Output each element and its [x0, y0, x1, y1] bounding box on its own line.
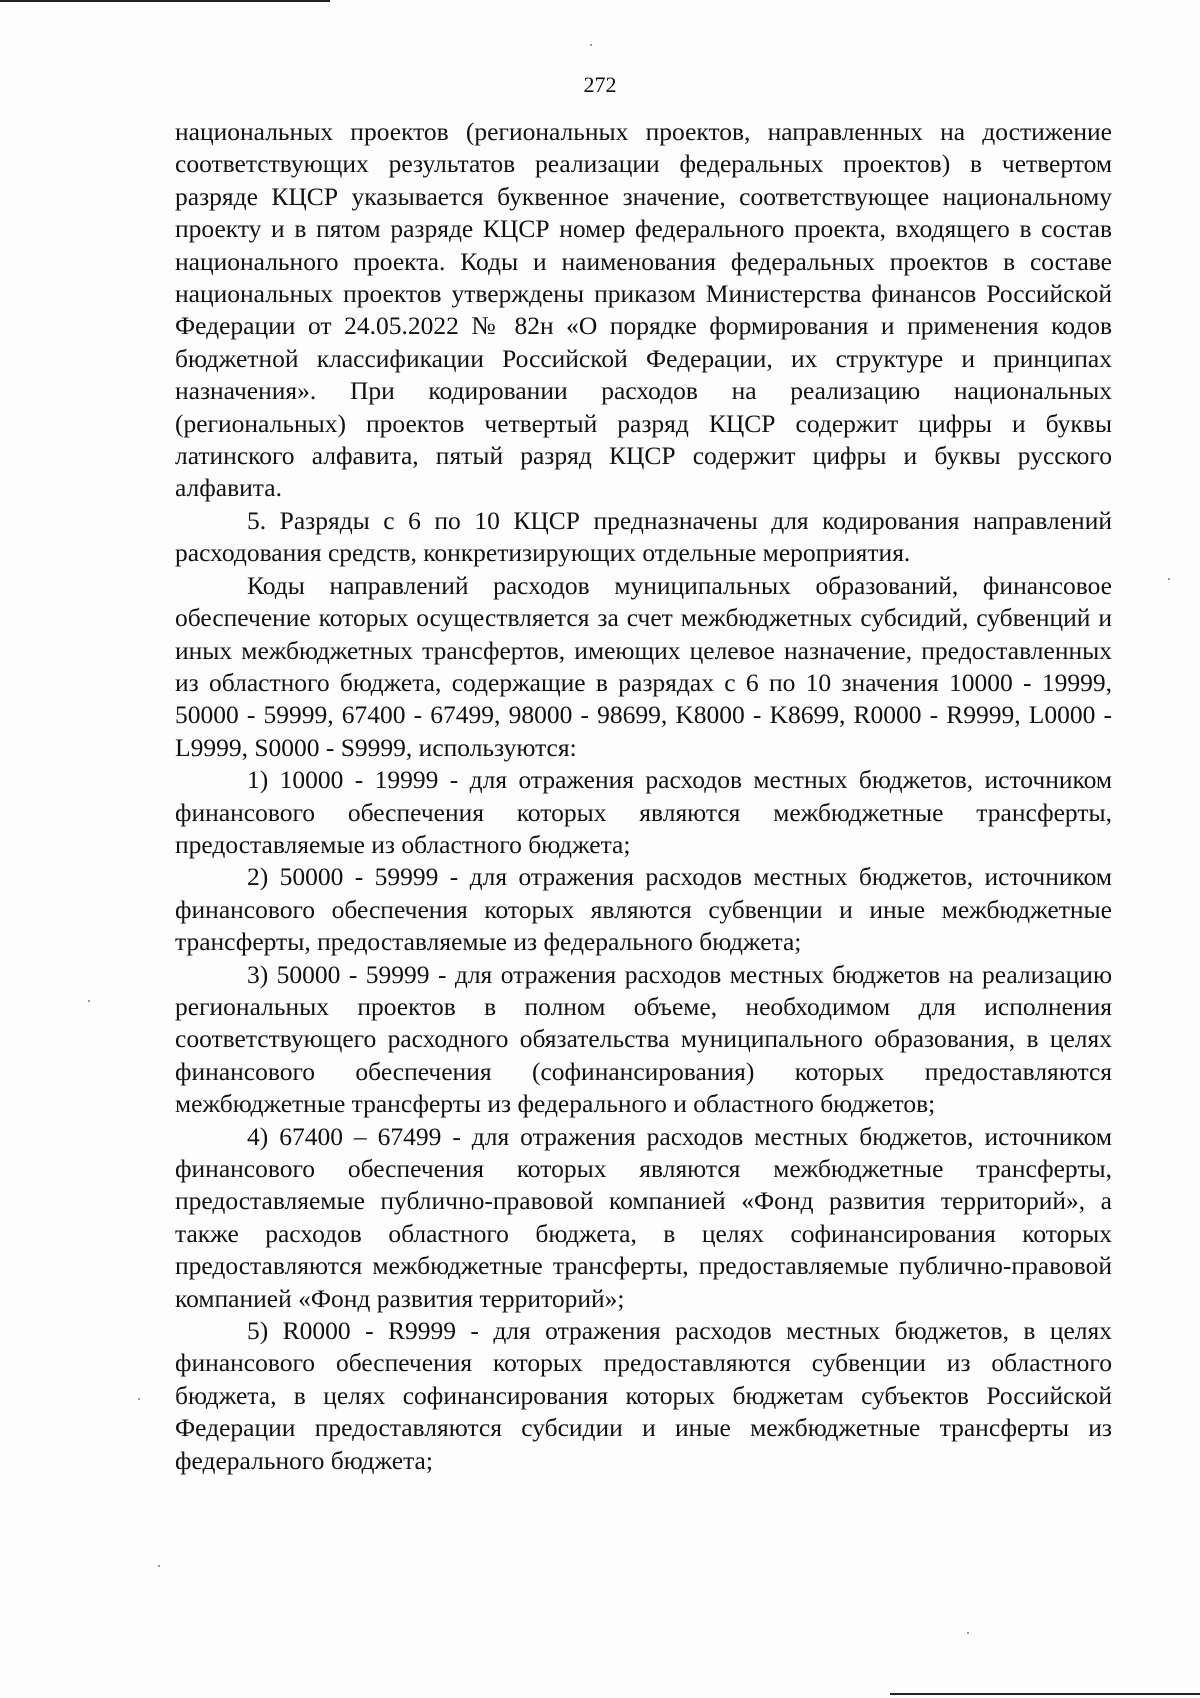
- list-item-5: 5) R0000 - R9999 - для отражения расходов местных бюджетов, в целях финансового обеспечения которых предоставляются субвенции из областного бюджета, в целях софинансирования которых бюджетам субъектов Российской Федерации предоставляются субсидии и иные межбюджетные трансферты из федерального бюджета;: [175, 1316, 1112, 1475]
- scan-speck: [590, 44, 592, 46]
- scan-speck: [88, 1000, 90, 1002]
- list-item-1: 1) 10000 - 19999 - для отражения расходов местных бюджетов, источником финансового обеспечения которых являются межбюджетные трансферты, предоставляемые из областного бюджета;: [175, 765, 1112, 859]
- scan-speck: [967, 1632, 969, 1634]
- scan-speck: [158, 1565, 160, 1567]
- body-text: [175, 116, 1112, 1477]
- paragraph-codes-intro: Коды направлений расходов муниципальных образований, финансовое обеспечение которых осуществляется за счет межбюджетных субсидий, субвенций и иных межбюджетных трансфертов, имеющих целевое назначение, предоставленных из областного бюджета, содержащие в разрядах с 6 по 10 значения 10000 - 19999, 50000 - 59999, 67400 - 67499, 98000 - 98699, K8000 - K8699, R0000 - R9999, L0000 - L9999, S0000 - S9999, используются:: [175, 570, 1112, 762]
- list-item-3: 3) 50000 - 59999 - для отражения расходов местных бюджетов на реализацию региональных проектов в полном объеме, необходимом для исполнения соответствующего расходного обязательства муниципального образования, в целях финансового обеспечения (софинансирования) которых предоставляются межбюджетные трансферты из федерального и областного бюджетов;: [175, 959, 1112, 1119]
- scan-edge-top: [0, 0, 330, 2]
- page-number: 272: [583, 72, 617, 97]
- list-item-4: 4) 67400 – 67499 - для отражения расходов местных бюджетов, источником финансового обеспечения которых являются межбюджетные трансферты, предоставляемые публично-правовой компанией «Фонд развития территорий», а также расходов областного бюджета, в целях софинансирования которых предоставляются межбюджетные трансферты, предоставляемые публично-правовой компанией «Фонд развития территорий»;: [175, 1121, 1112, 1313]
- paragraph-item-5: 5. Разряды с 6 по 10 КЦСР предназначены для кодирования направлений расходования средств, конкретизирующих отдельные мероприятия.: [175, 505, 1112, 568]
- paragraph-national-projects: национальных проектов (региональных проектов, направленных на достижение соответствующих результатов реализации федеральных проектов) в четвертом разряде КЦСР указывается буквенное значение, соответствующее национальному проекту и в пятом разряде КЦСР номер федерального проекта, входящего в состав национального проекта. Коды и наименования федеральных проектов в составе национальных проектов утверждены приказом Министерства финансов Российской Федерации от 24.05.2022 № 82н «О порядке формирования и применения кодов бюджетной классификации Российской Федерации, их структуре и принципах назначения». При кодировании расходов на реализацию национальных (региональных) проектов четвертый разряд КЦСР содержит цифры и буквы латинского алфавита, пятый разряд КЦСР содержит цифры и буквы русского алфавита.: [175, 117, 1112, 503]
- scan-speck: [1168, 578, 1170, 580]
- list-item-2: 2) 50000 - 59999 - для отражения расходов местных бюджетов, источником финансового обеспечения которых являются субвенции и иные межбюджетные трансферты, предоставляемые из федерального бюджета;: [175, 862, 1112, 957]
- scan-edge-bottom: [890, 1693, 1200, 1695]
- scan-speck: [138, 1398, 140, 1400]
